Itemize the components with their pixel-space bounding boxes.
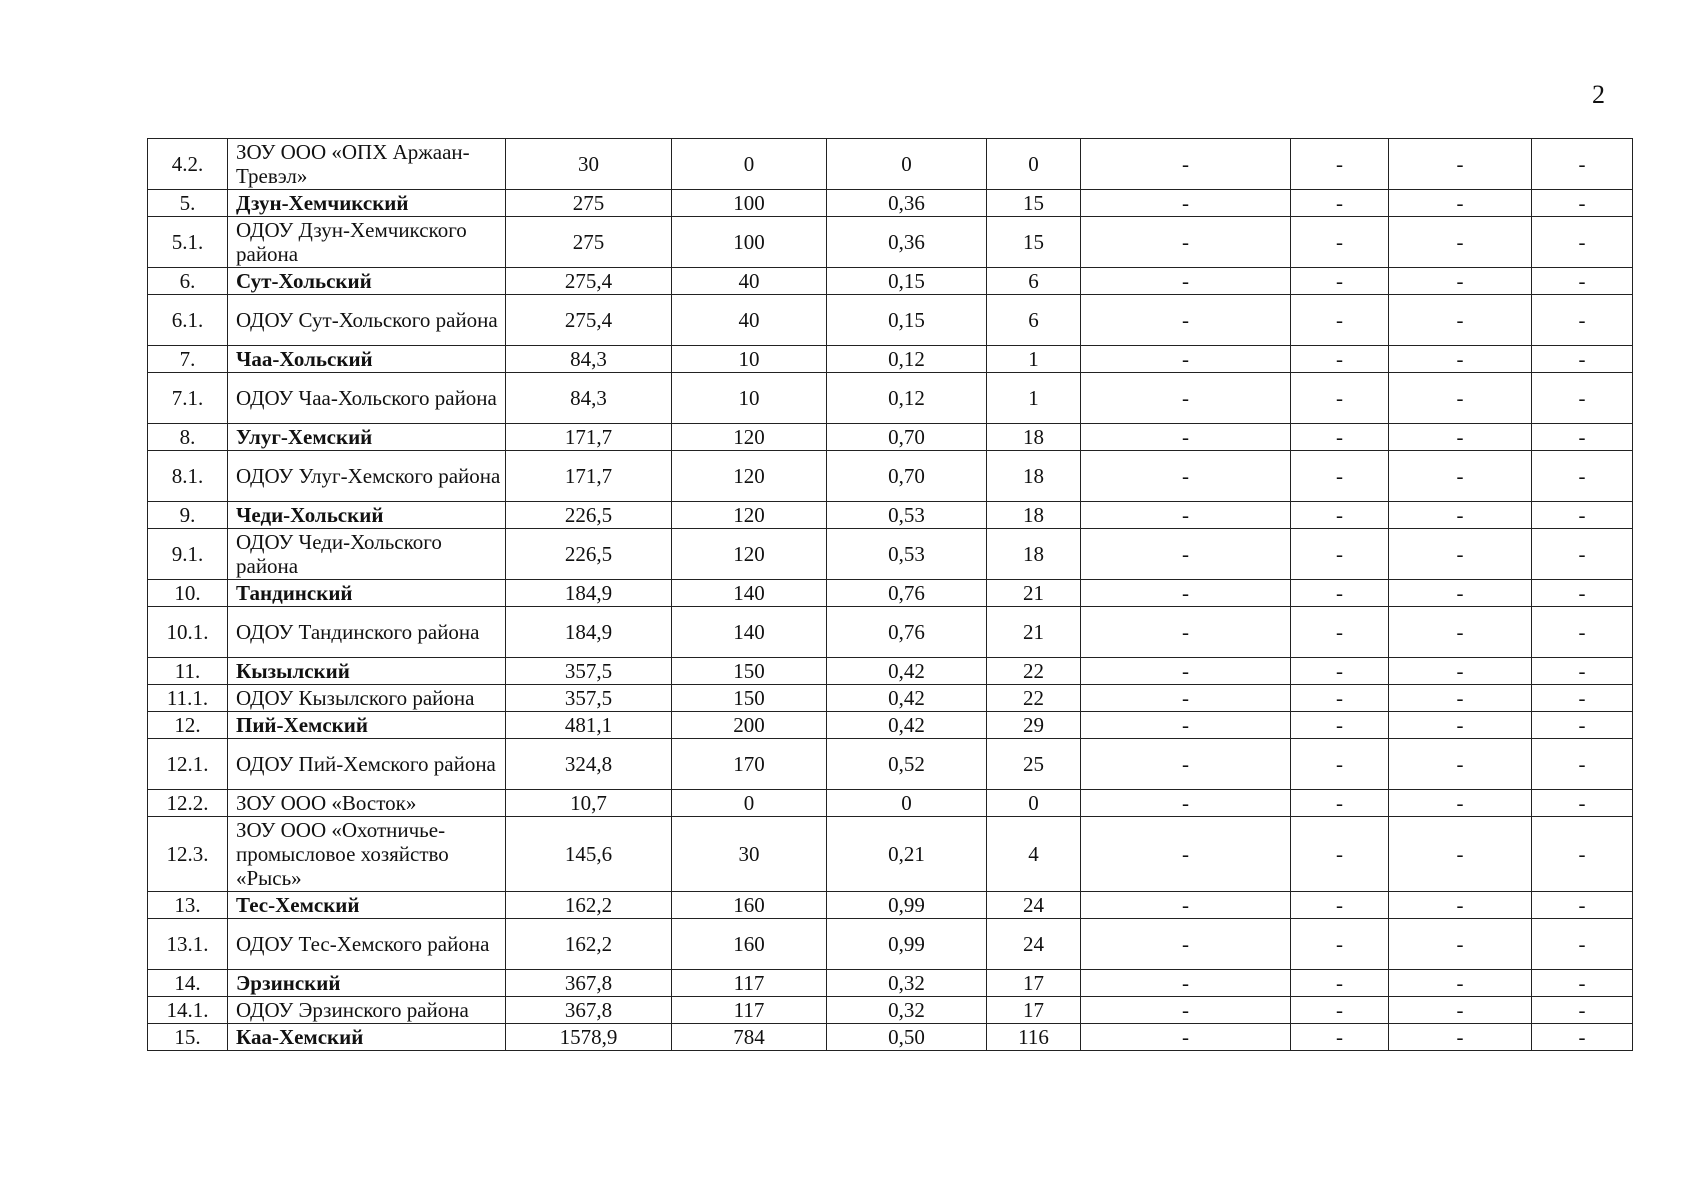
dash-cell: - [1389, 739, 1532, 790]
dash-cell: - [1532, 217, 1633, 268]
dash-cell: - [1532, 268, 1633, 295]
area-cell: 226,5 [506, 529, 672, 580]
dash-cell: - [1389, 451, 1532, 502]
ratio-cell: 0 [827, 139, 987, 190]
count-cell: 18 [987, 529, 1081, 580]
table-row [148, 685, 1633, 712]
dash-cell: - [1291, 217, 1389, 268]
table-row [148, 739, 1633, 790]
value-cell: 10 [672, 346, 827, 373]
value-cell: 120 [672, 451, 827, 502]
ratio-cell: 0,42 [827, 685, 987, 712]
row-number-cell: 9.1. [148, 529, 228, 580]
area-cell: 324,8 [506, 739, 672, 790]
area-cell: 30 [506, 139, 672, 190]
dash-cell: - [1291, 919, 1389, 970]
table-row [148, 295, 1633, 346]
district-name-cell: Тандинский [228, 580, 506, 607]
count-cell: 0 [987, 139, 1081, 190]
table-row [148, 424, 1633, 451]
dash-cell: - [1532, 970, 1633, 997]
dash-cell: - [1389, 817, 1532, 892]
count-cell: 15 [987, 190, 1081, 217]
district-name-cell: Пий-Хемский [228, 712, 506, 739]
row-number-cell: 11. [148, 658, 228, 685]
row-number-cell: 7. [148, 346, 228, 373]
value-cell: 117 [672, 970, 827, 997]
area-cell: 357,5 [506, 685, 672, 712]
dash-cell: - [1081, 712, 1291, 739]
ratio-cell: 0,99 [827, 892, 987, 919]
dash-cell: - [1291, 970, 1389, 997]
ratio-cell: 0,52 [827, 739, 987, 790]
table-row [148, 658, 1633, 685]
table-row [148, 607, 1633, 658]
value-cell: 40 [672, 295, 827, 346]
dash-cell: - [1389, 217, 1532, 268]
dash-cell: - [1081, 658, 1291, 685]
dash-cell: - [1532, 817, 1633, 892]
dash-cell: - [1291, 580, 1389, 607]
district-name-cell: Тес-Хемский [228, 892, 506, 919]
count-cell: 116 [987, 1024, 1081, 1051]
table-row [148, 712, 1633, 739]
ratio-cell: 0,76 [827, 607, 987, 658]
table-row [148, 268, 1633, 295]
table-row [148, 373, 1633, 424]
dash-cell: - [1389, 997, 1532, 1024]
dash-cell: - [1081, 970, 1291, 997]
district-name-cell: ОДОУ Улуг-Хемского района [228, 451, 506, 502]
dash-cell: - [1389, 373, 1532, 424]
area-cell: 184,9 [506, 607, 672, 658]
ratio-cell: 0,53 [827, 529, 987, 580]
table-body [148, 139, 1633, 1051]
dash-cell: - [1291, 892, 1389, 919]
ratio-cell: 0,32 [827, 970, 987, 997]
district-name-cell: Кызылский [228, 658, 506, 685]
ratio-cell: 0,42 [827, 712, 987, 739]
table-row [148, 190, 1633, 217]
area-cell: 84,3 [506, 373, 672, 424]
dash-cell: - [1291, 712, 1389, 739]
row-number-cell: 10.1. [148, 607, 228, 658]
dash-cell: - [1081, 451, 1291, 502]
table-row [148, 817, 1633, 892]
dash-cell: - [1389, 658, 1532, 685]
value-cell: 30 [672, 817, 827, 892]
dash-cell: - [1081, 997, 1291, 1024]
district-name-cell: ОДОУ Дзун-Хемчикского района [228, 217, 506, 268]
area-cell: 275 [506, 190, 672, 217]
count-cell: 24 [987, 919, 1081, 970]
dash-cell: - [1291, 790, 1389, 817]
table-row [148, 529, 1633, 580]
district-name-cell: Чеди-Хольский [228, 502, 506, 529]
count-cell: 25 [987, 739, 1081, 790]
district-name-cell: ОДОУ Сут-Хольского района [228, 295, 506, 346]
area-cell: 171,7 [506, 451, 672, 502]
table-row [148, 217, 1633, 268]
dash-cell: - [1291, 607, 1389, 658]
area-cell: 226,5 [506, 502, 672, 529]
area-cell: 84,3 [506, 346, 672, 373]
district-name-cell: ЗОУ ООО «Охотничье-промысловое хозяйство «Рысь» [228, 817, 506, 892]
district-name-cell: Эрзинский [228, 970, 506, 997]
district-name-cell: ЗОУ ООО «ОПХ Аржаан-Тревэл» [228, 139, 506, 190]
value-cell: 117 [672, 997, 827, 1024]
value-cell: 160 [672, 919, 827, 970]
ratio-cell: 0,50 [827, 1024, 987, 1051]
row-number-cell: 7.1. [148, 373, 228, 424]
table-row [148, 919, 1633, 970]
value-cell: 784 [672, 1024, 827, 1051]
dash-cell: - [1532, 373, 1633, 424]
dash-cell: - [1532, 790, 1633, 817]
value-cell: 0 [672, 139, 827, 190]
dash-cell: - [1081, 424, 1291, 451]
area-cell: 275 [506, 217, 672, 268]
area-cell: 1578,9 [506, 1024, 672, 1051]
ratio-cell: 0,32 [827, 997, 987, 1024]
area-cell: 357,5 [506, 658, 672, 685]
count-cell: 24 [987, 892, 1081, 919]
value-cell: 140 [672, 580, 827, 607]
area-cell: 275,4 [506, 295, 672, 346]
count-cell: 21 [987, 580, 1081, 607]
dash-cell: - [1081, 919, 1291, 970]
district-name-cell: Улуг-Хемский [228, 424, 506, 451]
area-cell: 10,7 [506, 790, 672, 817]
row-number-cell: 13.1. [148, 919, 228, 970]
dash-cell: - [1081, 580, 1291, 607]
table-row [148, 451, 1633, 502]
dash-cell: - [1532, 502, 1633, 529]
dash-cell: - [1532, 892, 1633, 919]
dash-cell: - [1532, 451, 1633, 502]
dash-cell: - [1532, 580, 1633, 607]
dash-cell: - [1081, 190, 1291, 217]
district-name-cell: ОДОУ Чаа-Хольского района [228, 373, 506, 424]
table-row [148, 502, 1633, 529]
dash-cell: - [1389, 1024, 1532, 1051]
dash-cell: - [1081, 268, 1291, 295]
value-cell: 120 [672, 529, 827, 580]
table-row [148, 790, 1633, 817]
dash-cell: - [1081, 790, 1291, 817]
count-cell: 15 [987, 217, 1081, 268]
value-cell: 200 [672, 712, 827, 739]
dash-cell: - [1389, 970, 1532, 997]
dash-cell: - [1389, 919, 1532, 970]
dash-cell: - [1081, 739, 1291, 790]
count-cell: 22 [987, 685, 1081, 712]
row-number-cell: 13. [148, 892, 228, 919]
dash-cell: - [1291, 529, 1389, 580]
dash-cell: - [1389, 346, 1532, 373]
value-cell: 170 [672, 739, 827, 790]
dash-cell: - [1081, 373, 1291, 424]
dash-cell: - [1081, 346, 1291, 373]
dash-cell: - [1081, 529, 1291, 580]
hunting-limits-table-container [147, 138, 1632, 1051]
value-cell: 40 [672, 268, 827, 295]
dash-cell: - [1291, 685, 1389, 712]
ratio-cell: 0,15 [827, 295, 987, 346]
dash-cell: - [1291, 373, 1389, 424]
area-cell: 275,4 [506, 268, 672, 295]
ratio-cell: 0,15 [827, 268, 987, 295]
value-cell: 10 [672, 373, 827, 424]
count-cell: 18 [987, 424, 1081, 451]
ratio-cell: 0,99 [827, 919, 987, 970]
table-row [148, 892, 1633, 919]
table-row [148, 139, 1633, 190]
row-number-cell: 9. [148, 502, 228, 529]
ratio-cell: 0,36 [827, 217, 987, 268]
dash-cell: - [1389, 685, 1532, 712]
district-name-cell: ОДОУ Пий-Хемского района [228, 739, 506, 790]
dash-cell: - [1389, 139, 1532, 190]
area-cell: 162,2 [506, 892, 672, 919]
district-name-cell: ОДОУ Эрзинского района [228, 997, 506, 1024]
dash-cell: - [1389, 790, 1532, 817]
district-name-cell: Дзун-Хемчикский [228, 190, 506, 217]
ratio-cell: 0,12 [827, 373, 987, 424]
row-number-cell: 6.1. [148, 295, 228, 346]
count-cell: 29 [987, 712, 1081, 739]
count-cell: 18 [987, 502, 1081, 529]
district-name-cell: Сут-Хольский [228, 268, 506, 295]
value-cell: 140 [672, 607, 827, 658]
dash-cell: - [1081, 892, 1291, 919]
ratio-cell: 0,70 [827, 451, 987, 502]
area-cell: 184,9 [506, 580, 672, 607]
dash-cell: - [1532, 712, 1633, 739]
value-cell: 150 [672, 685, 827, 712]
dash-cell: - [1081, 1024, 1291, 1051]
value-cell: 100 [672, 190, 827, 217]
dash-cell: - [1532, 739, 1633, 790]
dash-cell: - [1532, 529, 1633, 580]
page-number: 2 [1592, 80, 1605, 109]
count-cell: 0 [987, 790, 1081, 817]
district-name-cell: ЗОУ ООО «Восток» [228, 790, 506, 817]
row-number-cell: 11.1. [148, 685, 228, 712]
row-number-cell: 8. [148, 424, 228, 451]
area-cell: 162,2 [506, 919, 672, 970]
dash-cell: - [1532, 295, 1633, 346]
dash-cell: - [1081, 502, 1291, 529]
table-row [148, 1024, 1633, 1051]
area-cell: 481,1 [506, 712, 672, 739]
area-cell: 171,7 [506, 424, 672, 451]
row-number-cell: 15. [148, 1024, 228, 1051]
ratio-cell: 0 [827, 790, 987, 817]
row-number-cell: 12. [148, 712, 228, 739]
dash-cell: - [1291, 139, 1389, 190]
dash-cell: - [1532, 1024, 1633, 1051]
dash-cell: - [1532, 346, 1633, 373]
value-cell: 120 [672, 502, 827, 529]
count-cell: 17 [987, 970, 1081, 997]
dash-cell: - [1389, 190, 1532, 217]
dash-cell: - [1081, 295, 1291, 346]
dash-cell: - [1389, 529, 1532, 580]
district-name-cell: ОДОУ Чеди-Хольского района [228, 529, 506, 580]
dash-cell: - [1291, 658, 1389, 685]
count-cell: 4 [987, 817, 1081, 892]
row-number-cell: 8.1. [148, 451, 228, 502]
dash-cell: - [1532, 190, 1633, 217]
value-cell: 0 [672, 790, 827, 817]
dash-cell: - [1291, 295, 1389, 346]
dash-cell: - [1291, 190, 1389, 217]
dash-cell: - [1389, 580, 1532, 607]
district-name-cell: ОДОУ Кызылского района [228, 685, 506, 712]
dash-cell: - [1291, 268, 1389, 295]
table-row [148, 346, 1633, 373]
table-row [148, 997, 1633, 1024]
dash-cell: - [1389, 295, 1532, 346]
district-name-cell: Каа-Хемский [228, 1024, 506, 1051]
ratio-cell: 0,21 [827, 817, 987, 892]
dash-cell: - [1389, 892, 1532, 919]
dash-cell: - [1081, 685, 1291, 712]
table-row [148, 580, 1633, 607]
row-number-cell: 6. [148, 268, 228, 295]
dash-cell: - [1389, 268, 1532, 295]
dash-cell: - [1389, 712, 1532, 739]
dash-cell: - [1291, 739, 1389, 790]
dash-cell: - [1081, 607, 1291, 658]
dash-cell: - [1532, 424, 1633, 451]
dash-cell: - [1081, 817, 1291, 892]
dash-cell: - [1389, 607, 1532, 658]
row-number-cell: 12.1. [148, 739, 228, 790]
ratio-cell: 0,12 [827, 346, 987, 373]
ratio-cell: 0,42 [827, 658, 987, 685]
district-name-cell: Чаа-Хольский [228, 346, 506, 373]
ratio-cell: 0,36 [827, 190, 987, 217]
dash-cell: - [1532, 607, 1633, 658]
dash-cell: - [1081, 217, 1291, 268]
count-cell: 6 [987, 268, 1081, 295]
row-number-cell: 5.1. [148, 217, 228, 268]
count-cell: 6 [987, 295, 1081, 346]
ratio-cell: 0,76 [827, 580, 987, 607]
row-number-cell: 10. [148, 580, 228, 607]
count-cell: 21 [987, 607, 1081, 658]
count-cell: 1 [987, 346, 1081, 373]
value-cell: 160 [672, 892, 827, 919]
ratio-cell: 0,53 [827, 502, 987, 529]
dash-cell: - [1291, 451, 1389, 502]
count-cell: 18 [987, 451, 1081, 502]
value-cell: 100 [672, 217, 827, 268]
row-number-cell: 12.2. [148, 790, 228, 817]
dash-cell: - [1532, 997, 1633, 1024]
area-cell: 367,8 [506, 970, 672, 997]
value-cell: 150 [672, 658, 827, 685]
dash-cell: - [1291, 346, 1389, 373]
dash-cell: - [1291, 502, 1389, 529]
dash-cell: - [1532, 658, 1633, 685]
dash-cell: - [1389, 502, 1532, 529]
dash-cell: - [1291, 1024, 1389, 1051]
count-cell: 17 [987, 997, 1081, 1024]
district-name-cell: ОДОУ Тандинского района [228, 607, 506, 658]
row-number-cell: 14. [148, 970, 228, 997]
value-cell: 120 [672, 424, 827, 451]
dash-cell: - [1081, 139, 1291, 190]
dash-cell: - [1532, 139, 1633, 190]
table-row [148, 970, 1633, 997]
dash-cell: - [1291, 817, 1389, 892]
count-cell: 22 [987, 658, 1081, 685]
dash-cell: - [1532, 685, 1633, 712]
area-cell: 367,8 [506, 997, 672, 1024]
hunting-limits-table [147, 138, 1633, 1051]
row-number-cell: 12.3. [148, 817, 228, 892]
district-name-cell: ОДОУ Тес-Хемского района [228, 919, 506, 970]
ratio-cell: 0,70 [827, 424, 987, 451]
area-cell: 145,6 [506, 817, 672, 892]
dash-cell: - [1389, 424, 1532, 451]
row-number-cell: 4.2. [148, 139, 228, 190]
count-cell: 1 [987, 373, 1081, 424]
row-number-cell: 14.1. [148, 997, 228, 1024]
dash-cell: - [1291, 997, 1389, 1024]
dash-cell: - [1532, 919, 1633, 970]
dash-cell: - [1291, 424, 1389, 451]
row-number-cell: 5. [148, 190, 228, 217]
